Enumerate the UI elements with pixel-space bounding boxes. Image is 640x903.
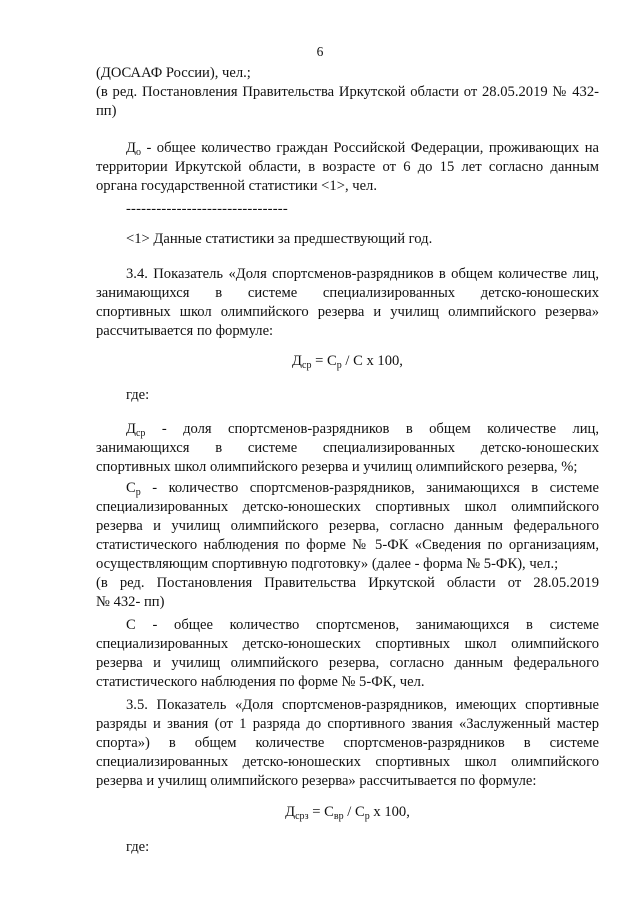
page-number: 6 (316, 44, 324, 59)
section-3-5: 3.5. Показатель «Доля спортсменов-разрядников, имеющих спортивные разряды и звания (от 1 разряда до спортивного звания «Заслуженный мастер спорта») в общем количестве спортсменов-разрядников в системе специализированных детско-юношеских спортивных школ олимпийского резерва и училищ олимпийского резерва» рассчитывается по формуле: (96, 697, 599, 789)
section-3-4: 3.4. Показатель «Доля спортсменов-разрядников в общем количестве лиц, занимающихся в системе специализированных детско-юношеских спортивных школ олимпийского резерва и училищ олимпийского резерва» рассчитывается по формуле: (96, 266, 599, 339)
definition-cr: $С_р$ - количество спортсменов-разрядников, занимающихся в системе специализированных детско-юношеских спортивных школ олимпийского резерва и училищ олимпийского резерва, согласно данным федерального статистического наблюдения по форме № 5-ФК «Сведения по организациям, осуществляющим спортивную подготовку» (далее - форма № 5-ФК), чел.; (в ред. Постановления Правительства Иркутской области от 28.05.2019 № 432- пп) (96, 480, 599, 610)
footnote-text: <1> Данные статистики за предшествующий год. (126, 231, 433, 247)
definition-c: С - общее количество спортсменов, занимающихся в системе специализированных детско-юношеских спортивных школ олимпийского резерва и училищ олимпийского резерва, согласно данным федерального статистического наблюдения по форме № 5-ФК, чел. (96, 617, 599, 690)
formula-dsr: $Д_{ср} = С_р / С$ х 100, (292, 353, 403, 371)
where-label-2: где: (126, 839, 150, 855)
definition-dsr: $Д_{ср}$ - доля спортсменов-разрядников в общем количестве лиц, занимающихся в системе специализированных детско-юношеских спортивных школ олимпийского резерва и училищ олимпийского резерва, %; (96, 421, 599, 475)
where-label-1: где: (126, 387, 150, 403)
definition-d0: $Д_о$ - общее количество граждан Российской Федерации, проживающих на территории Иркутской области, в возрасте от 6 до 15 лет согласно данным органа государственной статистики <1>, чел. (96, 140, 599, 194)
footnote-separator: -------------------------------- (126, 201, 288, 217)
formula-dsrz: $Д_{срз} = С_{вр} / С_р$ х 100, (285, 804, 410, 822)
paragraph-dosaaf: (ДОСААФ России), чел.; (в ред. Постановления Правительства Иркутской области от 28.05.2019 № 432- пп) (96, 65, 599, 119)
